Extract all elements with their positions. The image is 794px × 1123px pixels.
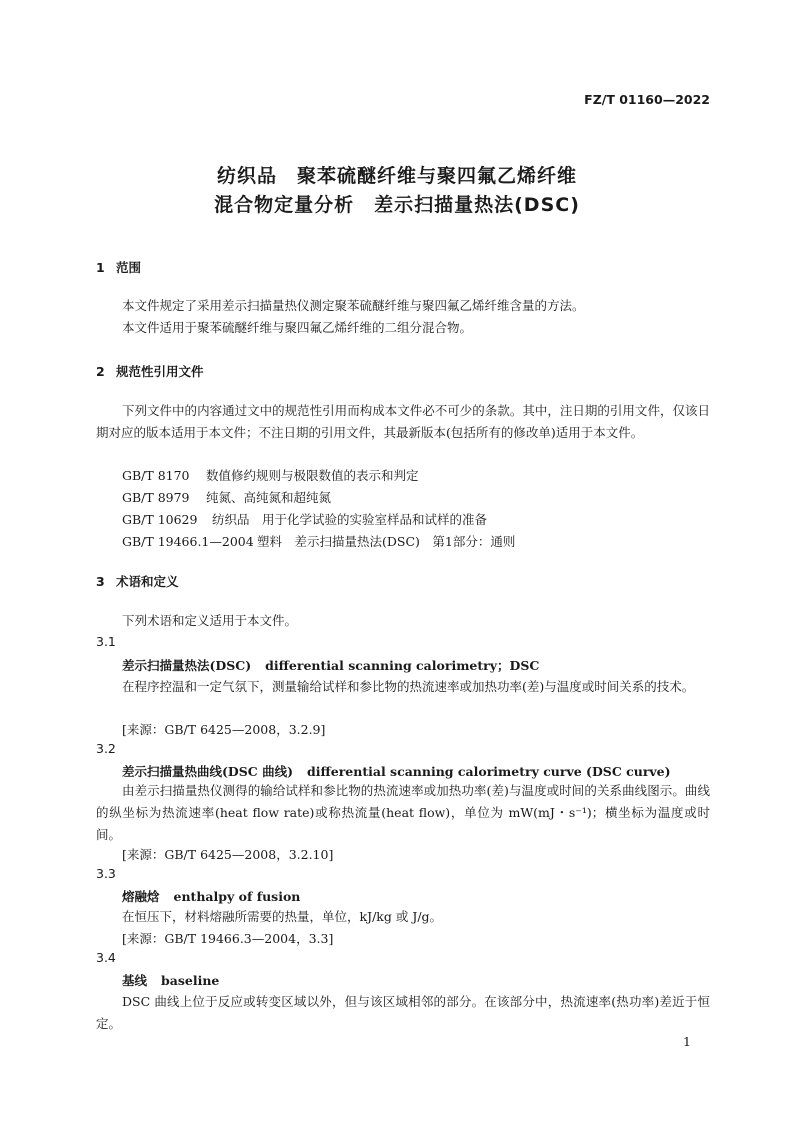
term-definition: 在恒压下，材料熔融所需要的热量，单位，kJ/kg 或 J/g。 bbox=[122, 909, 443, 924]
reference-title: 塑料 差示扫描量热法(DSC) 第1部分：通则 bbox=[257, 534, 516, 549]
section-1-heading bbox=[96, 258, 141, 276]
scope-paragraph-1: 本文件规定了采用差示扫描量热仪测定聚苯硫醚纤维与聚四氟乙烯纤维含量的方法。 bbox=[122, 298, 585, 313]
terms-intro: 下列术语和定义适用于本文件。 bbox=[122, 613, 298, 628]
term-definition: 由差示扫描量热仪测得的输给试样和参比物的热流速率或加热功率(差)与温度或时间的关系曲线图示。曲线的纵坐标为热流速率(heat flow rate)或称热流量(heat flow)，单位为 mW(mJ・s⁻¹)；横坐标为温度或时间。 bbox=[96, 783, 710, 842]
section-number: 3 bbox=[96, 574, 105, 589]
reference-code: GB/T 19466.1—2004 bbox=[122, 534, 254, 549]
reference-code: GB/T 8979 bbox=[122, 490, 190, 505]
term-number: 3.2 bbox=[96, 741, 116, 756]
reference-item bbox=[122, 488, 331, 506]
document-title-line-1: 纺织品 聚苯硫醚纤维与聚四氟乙烯纤维 bbox=[216, 165, 577, 187]
section-3-heading bbox=[96, 572, 179, 590]
term-definition: DSC 曲线上位于反应或转变区域以外，但与该区域相邻的部分。在该部分中，热流速率(热功率)差近于恒定。 bbox=[96, 994, 710, 1031]
term-heading bbox=[122, 656, 539, 674]
term-definition: 在程序控温和一定气氛下，测量输给试样和参比物的热流速率或加热功率(差)与温度或时间关系的技术。 bbox=[122, 679, 695, 694]
term-source: [来源：GB/T 6425—2008，3.2.10] bbox=[122, 847, 334, 862]
term-source: [来源：GB/T 19466.3—2004，3.3] bbox=[122, 931, 334, 946]
document-title-line-2: 混合物定量分析 差示扫描量热法(DSC) bbox=[214, 194, 580, 216]
term-number: 3.4 bbox=[96, 950, 116, 965]
section-title: 范围 bbox=[116, 260, 142, 275]
term-source: [来源：GB/T 6425—2008，3.2.9] bbox=[122, 722, 326, 737]
reference-title: 数值修约规则与极限数值的表示和判定 bbox=[206, 468, 419, 483]
section-number: 1 bbox=[96, 260, 105, 275]
term-en: baseline bbox=[161, 973, 220, 988]
term-number: 3.3 bbox=[96, 866, 116, 881]
term-zh: 差示扫描量热曲线(DSC 曲线) bbox=[122, 764, 293, 779]
section-title: 规范性引用文件 bbox=[116, 364, 204, 379]
section-2-heading bbox=[96, 362, 204, 380]
section-number: 2 bbox=[96, 364, 105, 379]
reference-item bbox=[122, 466, 419, 484]
reference-code: GB/T 8170 bbox=[122, 468, 190, 483]
term-zh: 基线 bbox=[122, 973, 148, 988]
term-en: differential scanning calorimetry；DSC bbox=[265, 658, 540, 673]
page-number: 1 bbox=[683, 1034, 691, 1049]
normative-references-intro: 下列文件中的内容通过文中的规范性引用而构成本文件必不可少的条款。其中，注日期的引用文件，仅该日期对应的版本适用于本文件；不注日期的引用文件，其最新版本(包括所有的修改单)适用于本文件。 bbox=[96, 403, 710, 440]
term-zh: 熔融焓 bbox=[122, 889, 160, 904]
reference-code: GB/T 10629 bbox=[122, 512, 198, 527]
reference-item bbox=[122, 532, 515, 550]
term-zh: 差示扫描量热法(DSC) bbox=[122, 658, 252, 673]
term-en: differential scanning calorimetry curve (DSC curve) bbox=[307, 764, 671, 779]
reference-item bbox=[122, 510, 487, 528]
term-heading bbox=[122, 971, 219, 989]
term-en: enthalpy of fusion bbox=[173, 889, 301, 904]
section-title: 术语和定义 bbox=[116, 574, 179, 589]
term-heading bbox=[122, 887, 300, 905]
reference-title: 纺织品 用于化学试验的实验室样品和试样的准备 bbox=[212, 512, 488, 527]
reference-title: 纯氮、高纯氮和超纯氮 bbox=[206, 490, 332, 505]
standard-number: FZ/T 01160—2022 bbox=[584, 92, 710, 107]
term-heading bbox=[122, 762, 671, 780]
term-number: 3.1 bbox=[96, 634, 116, 649]
scope-paragraph-2: 本文件适用于聚苯硫醚纤维与聚四氟乙烯纤维的二组分混合物。 bbox=[122, 320, 473, 335]
